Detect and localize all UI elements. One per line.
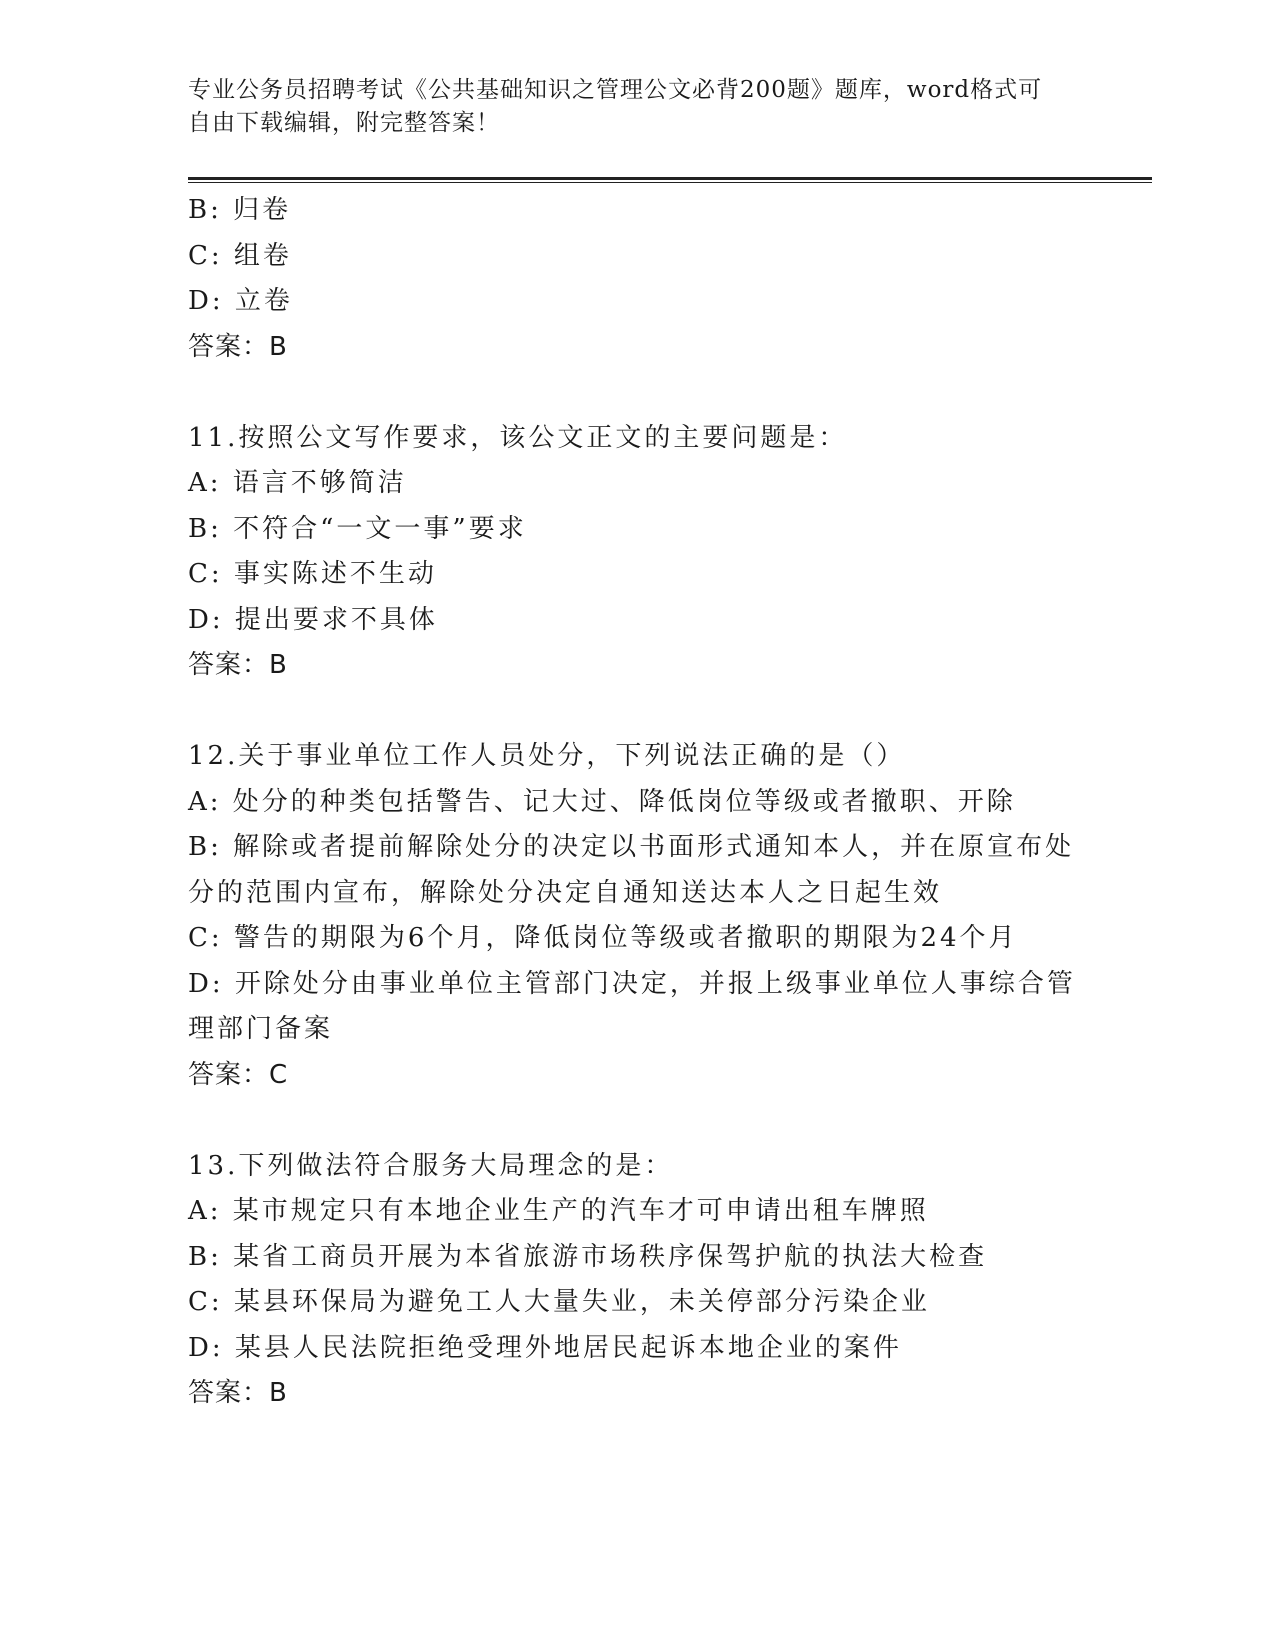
spacer <box>188 370 1148 416</box>
option-d: D: 提出要求不具体 <box>188 604 438 635</box>
option-c: C: 事实陈述不生动 <box>188 559 437 589</box>
spacer <box>188 1098 1148 1144</box>
answer-line: 答案：B <box>188 1378 288 1408</box>
answer-line: 答案：B <box>188 331 288 362</box>
question-stem: 12.关于事业单位工作人员处分，下列说法正确的是（） <box>188 741 906 771</box>
option-b: B: 不符合“一文一事”要求 <box>188 513 527 544</box>
header-divider <box>188 177 1152 183</box>
answer-line: 答案：C <box>188 1059 289 1090</box>
option-c: C: 组卷 <box>188 240 292 271</box>
question-stem: 11.按照公文写作要求，该公文正文的主要问题是： <box>188 422 848 453</box>
answer-line: 答案：B <box>188 650 288 680</box>
question-11 <box>188 416 1148 689</box>
option-a: A: 语言不够简洁 <box>188 468 407 498</box>
option-b-line-1: B: 解除或者提前解除处分的决定以书面形式通知本人，并在原宣布处 <box>188 832 1075 862</box>
question-12 <box>188 734 1148 1098</box>
question-list <box>188 188 1148 1417</box>
option-d: D: 立卷 <box>188 286 293 316</box>
option-b: B: 某省工商员开展为本省旅游市场秩序保驾护航的执法大检查 <box>188 1241 988 1272</box>
document-header <box>188 74 1042 140</box>
option-b-line-2: 分的范围内宣布，解除处分决定自通知送达本人之日起生效 <box>188 877 943 908</box>
spacer <box>188 689 1148 735</box>
header-line-2: 自由下载编辑，附完整答案！ <box>188 110 500 136</box>
question-10 <box>188 188 1148 370</box>
option-d-line-2: 理部门备案 <box>188 1014 334 1044</box>
option-a: A: 处分的种类包括警告、记大过、降低岗位等级或者撤职、开除 <box>188 786 1016 817</box>
header-line-1: 专业公务员招聘考试《公共基础知识之管理公文必背200题》题库，word格式可 <box>188 77 1043 103</box>
question-stem: 13.下列做法符合服务大局理念的是： <box>188 1150 674 1181</box>
option-b: B: 归卷 <box>188 195 292 225</box>
option-c: C: 警告的期限为6个月，降低岗位等级或者撤职的期限为24个月 <box>188 923 1018 953</box>
option-a: A: 某市规定只有本地企业生产的汽车才可申请出租车牌照 <box>188 1196 929 1226</box>
option-c: C: 某县环保局为避免工人大量失业，未关停部分污染企业 <box>188 1287 930 1317</box>
option-d: D: 某县人民法院拒绝受理外地居民起诉本地企业的案件 <box>188 1332 902 1363</box>
question-13 <box>188 1144 1148 1417</box>
option-d-line-1: D: 开除处分由事业单位主管部门决定，并报上级事业单位人事综合管 <box>188 968 1076 999</box>
